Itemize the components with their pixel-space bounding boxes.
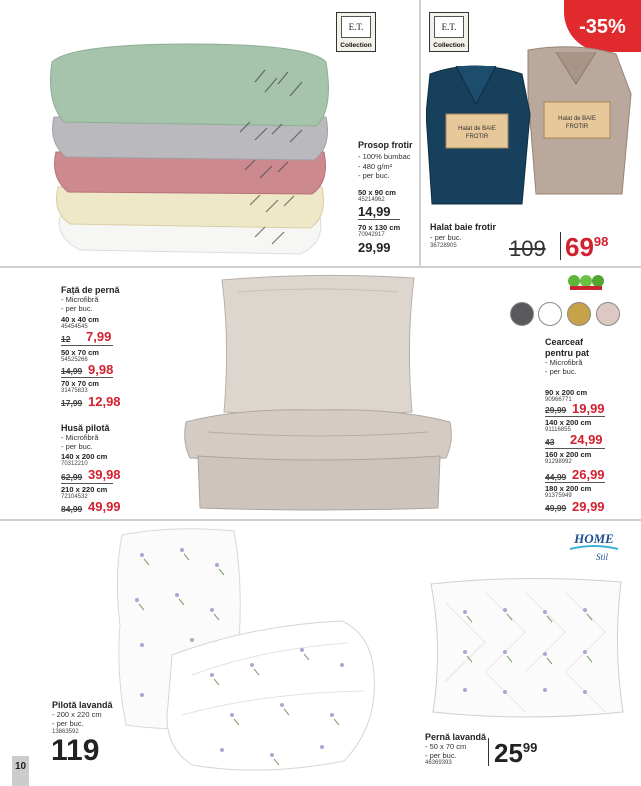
towel-price: 29,99: [358, 240, 391, 255]
et-logo-mark: E.T.: [341, 16, 371, 38]
sheet-new-price: 29,99: [572, 499, 605, 514]
towel-bullet: - 100% bumbac: [358, 152, 411, 161]
pillowcase-new-price: 7,99: [86, 329, 112, 344]
pillowcase-title: Față de pernă: [61, 285, 120, 295]
pillow-price: [494, 738, 537, 769]
pillowcase-code: 45454545: [61, 324, 88, 330]
page-number: 10: [12, 756, 29, 786]
towel-bullet: - per buc.: [358, 171, 390, 180]
divider-row1: [0, 266, 641, 268]
quilt-bullet: - 200 x 220 cm: [52, 710, 102, 719]
towel-price: 14,99: [358, 204, 391, 219]
quilt-title: Pilotă lavandă: [52, 700, 113, 710]
bedding-set-image: [178, 272, 458, 512]
bathrobe-new-price: [565, 232, 608, 263]
divider-top: [419, 0, 421, 266]
duvet-cover-title: Husă pilotă: [61, 423, 110, 433]
et-collection-logo: [336, 12, 376, 52]
sheet-rule: [545, 448, 605, 449]
duvet-cover-code: 72104532: [61, 494, 88, 500]
pillow-bullet: - 50 x 70 cm: [425, 742, 467, 751]
quilt-price: 119: [51, 734, 100, 767]
duvet-cover-old-price: 62,99: [61, 472, 83, 482]
sheet-bullet: - Microfibră: [545, 358, 583, 367]
sheet-new-price: 26,99: [572, 467, 605, 482]
bathrobe-title: Halat baie frotir: [430, 222, 497, 232]
towel-code: 70942917: [358, 232, 385, 238]
pillowcase-size: 50 x 70 cm: [61, 348, 99, 357]
pillow-price-int: 25: [494, 738, 523, 768]
duvet-cover-bullet: - per buc.: [61, 442, 93, 451]
sheet-code: 91298992: [545, 459, 572, 465]
quilt-image: [112, 525, 402, 780]
pillowcase-size: 70 x 70 cm: [61, 379, 99, 388]
color-swatch-gold: [567, 302, 591, 326]
pillowcase-rule: [61, 345, 113, 346]
duvet-cover-new-price: 39,98: [88, 467, 121, 482]
sheet-old-price: 44,99: [545, 472, 567, 482]
pillowcase-code: 31475833: [61, 388, 88, 394]
duvet-cover-bullet: - Microfibră: [61, 433, 99, 442]
pillowcase-new-price: 9,98: [88, 362, 114, 377]
towel-code: 45214962: [358, 197, 385, 203]
sheet-old-price: 29,99: [545, 405, 567, 415]
towel-title: Prosop frotir: [358, 140, 413, 150]
duvet-cover-code: 70312210: [61, 461, 88, 467]
et-logo-label: Collection: [433, 42, 465, 49]
towel-bullets: [358, 152, 411, 181]
color-swatch-pink: [596, 302, 620, 326]
towel-size: 70 x 130 cm: [358, 223, 401, 232]
svg-text:FROTIR: FROTIR: [465, 134, 489, 140]
bathrobe-new-price-int: 69: [565, 232, 594, 262]
sheet-code: 91116855: [545, 427, 571, 433]
bathrobe-old-price: 109: [509, 236, 546, 261]
pillowcase-new-price: 12,98: [88, 394, 121, 409]
sheet-rule: [545, 482, 605, 483]
pillowcase-old-price: 17,99: [61, 398, 83, 408]
pillow-bullet: - per buc.: [425, 751, 457, 760]
pillowcase-size: 40 x 40 cm: [61, 315, 99, 324]
svg-text:Halat de BAIE: Halat de BAIE: [458, 126, 496, 132]
divider-row2: [0, 519, 641, 521]
pillow-price-dec: 99: [522, 740, 538, 755]
pillowcase-bullet: - Microfibră: [61, 295, 99, 304]
towel-stack-image: [40, 22, 330, 262]
bathrobe-code: 36728905: [430, 243, 457, 249]
bathrobe-label-text: Halat de BAIE: [558, 116, 596, 122]
et-logo-mark: E.T.: [434, 16, 464, 38]
pillow-code: 46369393: [425, 760, 452, 766]
color-swatch-white: [538, 302, 562, 326]
sheet-new-price: 19,99: [572, 401, 605, 416]
home-logo-line2: Stil: [595, 552, 609, 562]
bathrobe-bullet: - per buc.: [430, 233, 462, 242]
bathrobe-new-price-dec: 98: [593, 234, 609, 249]
sheet-old-price: 43: [545, 437, 555, 447]
towel-bullet: - 480 g/m²: [358, 161, 393, 171]
sheet-size: 140 x 200 cm: [545, 418, 592, 427]
sheet-old-price: 49,99: [545, 503, 567, 513]
pillowcase-bullet: - per buc.: [61, 304, 93, 313]
duvet-cover-size: 210 x 220 cm: [61, 485, 108, 494]
pillow-title: Pernă lavandă: [425, 732, 487, 742]
towel-rule: [358, 219, 400, 220]
sheet-size: 180 x 200 cm: [545, 484, 592, 493]
duvet-cover-old-price: 84,99: [61, 504, 83, 514]
apples-logo: [566, 273, 606, 291]
pillow-price-divider: [488, 738, 489, 766]
sheet-bullet: - per buc.: [545, 367, 577, 376]
svg-text:FROTIR: FROTIR: [565, 124, 589, 130]
pillow-image: [425, 572, 630, 722]
sheet-rule: [545, 416, 605, 417]
pillowcase-old-price: 12: [61, 334, 71, 344]
sheet-code: 91375949: [545, 493, 572, 499]
pillowcase-rule: [61, 377, 113, 378]
sheet-code: 90966771: [545, 397, 572, 403]
pillowcase-code: 54525266: [61, 357, 88, 363]
color-swatch-grey: [510, 302, 534, 326]
bathrobe-image: [426, 44, 636, 214]
sheet-title: Cearceaf pentru pat: [545, 337, 589, 358]
home-logo-line1: HOME: [574, 531, 614, 546]
pillowcase-old-price: 14,99: [61, 366, 83, 376]
home-stil-logo: [566, 527, 622, 563]
quilt-code: 13863592: [52, 729, 79, 735]
sheet-size: 160 x 200 cm: [545, 450, 592, 459]
duvet-cover-new-price: 49,99: [88, 499, 121, 514]
et-logo-label: Collection: [340, 42, 372, 49]
quilt-bullet: - per buc.: [52, 719, 84, 728]
sheet-new-price: 24,99: [570, 432, 603, 447]
towel-size: 50 x 90 cm: [358, 188, 396, 197]
sheet-size: 90 x 200 cm: [545, 388, 588, 397]
bathrobe-price-divider: [560, 232, 561, 260]
discount-badge: -35%: [564, 0, 641, 52]
duvet-cover-size: 140 x 200 cm: [61, 452, 108, 461]
duvet-cover-rule: [61, 483, 113, 484]
